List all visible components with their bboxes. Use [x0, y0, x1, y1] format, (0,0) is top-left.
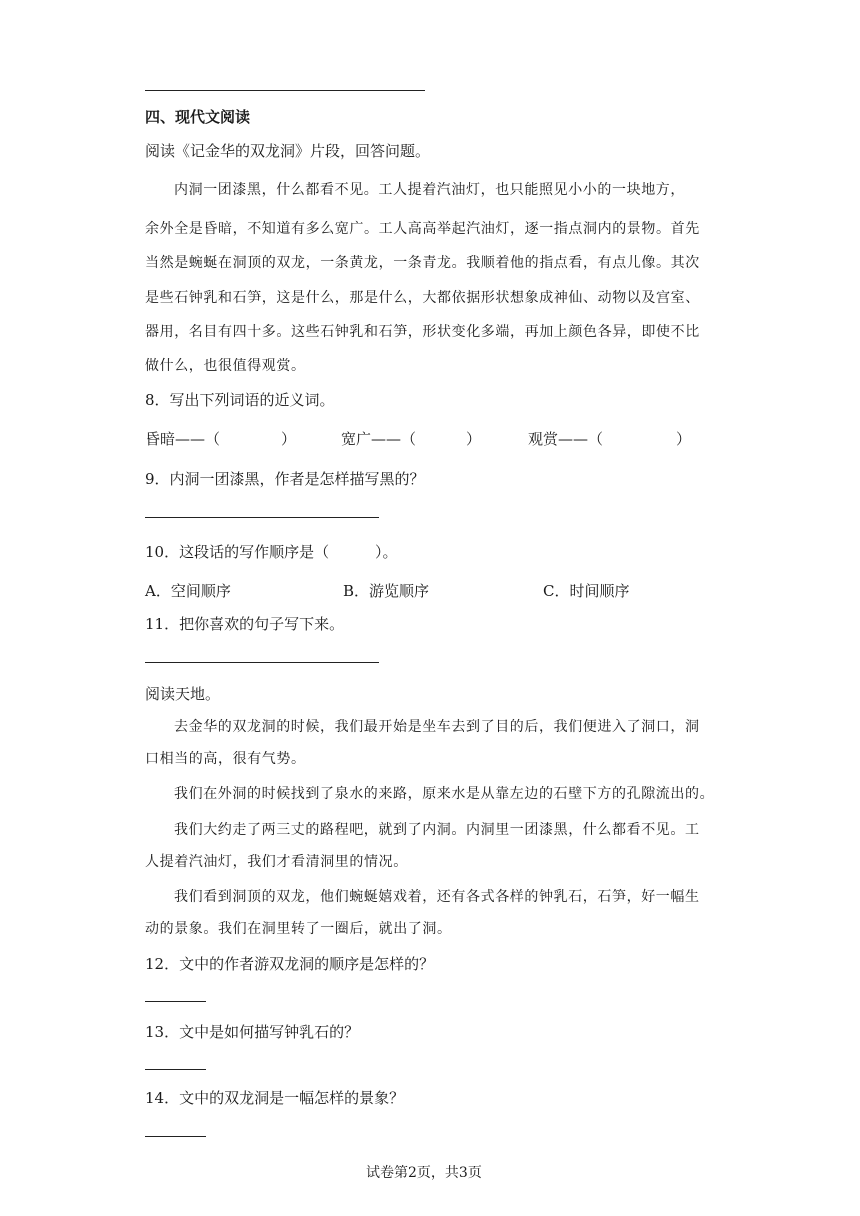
- passage2-line-4: 我们大约走了两三丈的路程吧，就到了内洞。内洞里一团漆黑，什么都看不见。工: [174, 822, 700, 838]
- passage2-line-3: 我们在外洞的时候找到了泉水的来路，原来水是从靠左边的石壁下方的孔隙流出的。: [174, 786, 715, 802]
- question-8: 8．写出下列词语的近义词。: [145, 391, 335, 409]
- passage2-line-6: 我们看到洞顶的双龙，他们蜿蜒嬉戏着，还有各式各样的钟乳石，石笋，好一幅生: [174, 889, 700, 905]
- top-rule: [145, 90, 425, 91]
- passage1-line-4: 是些石钟乳和石笋，这是什么，那是什么，大都依据形状想象成神仙、动物以及宫室、: [145, 290, 700, 306]
- passage2-line-7: 动的景象。我们在洞里转了一圈后，就出了洞。: [145, 921, 452, 937]
- passage2-title: 阅读天地。: [145, 685, 221, 703]
- question-13: 13．文中是如何描写钟乳石的？: [145, 1023, 360, 1041]
- passage2-line-2: 口相当的高，很有气势。: [145, 751, 306, 767]
- q14-answer-line[interactable]: [145, 1136, 206, 1137]
- q13-answer-line[interactable]: [145, 1069, 206, 1070]
- q8-close-2: ）: [466, 430, 482, 448]
- section-heading: 四、现代文阅读: [145, 108, 251, 126]
- passage1-line-2: 余外全是昏暗，不知道有多么宽广。工人高高举起汽油灯，逐一指点洞内的景物。首先: [145, 221, 700, 237]
- q8-word-2: 宽广——（: [341, 430, 417, 448]
- q10-option-a[interactable]: A．空间顺序: [145, 582, 231, 600]
- q8-close-1: ）: [281, 430, 297, 448]
- passage1-line-6: 做什么，也很值得观赏。: [145, 358, 306, 374]
- question-9: 9．内洞一团漆黑，作者是怎样描写黑的？: [145, 470, 425, 488]
- passage2-line-5: 人提着汽油灯，我们才看清洞里的情况。: [145, 854, 408, 870]
- passage1-line-3: 当然是蜿蜒在洞顶的双龙，一条黄龙，一条青龙。我顺着他的指点看，有点儿像。其次: [145, 255, 700, 271]
- q10-option-c[interactable]: C．时间顺序: [543, 582, 630, 600]
- q9-answer-line[interactable]: [145, 517, 379, 518]
- q10-option-b[interactable]: B．游览顺序: [343, 582, 430, 600]
- q8-word-3: 观赏——（: [528, 430, 604, 448]
- q8-close-3: ）: [676, 430, 692, 448]
- passage1-line-5: 器用，名目有四十多。这些石钟乳和石笋，形状变化多端，再加上颜色各异，即使不比: [145, 324, 700, 340]
- section-intro: 阅读《记金华的双龙洞》片段，回答问题。: [145, 142, 431, 160]
- q8-word-1: 昏暗——（: [145, 430, 221, 448]
- q12-answer-line[interactable]: [145, 1001, 206, 1002]
- passage1-line-1: 内洞一团漆黑，什么都看不见。工人提着汽油灯，也只能照见小小的一块地方，: [174, 182, 685, 198]
- question-14: 14．文中的双龙洞是一幅怎样的景象？: [145, 1089, 405, 1107]
- question-10: 10．这段话的写作顺序是（: [145, 543, 330, 561]
- q10-close: ）。: [375, 543, 398, 561]
- question-12: 12．文中的作者游双龙洞的顺序是怎样的？: [145, 955, 435, 973]
- passage2-line-1: 去金华的双龙洞的时候，我们最开始是坐车去到了目的后，我们便进入了洞口，洞: [174, 719, 700, 735]
- page-footer: 试卷第2页，共3页: [366, 1165, 482, 1181]
- q11-answer-line[interactable]: [145, 662, 379, 663]
- question-11: 11．把你喜欢的句子写下来。: [145, 615, 345, 633]
